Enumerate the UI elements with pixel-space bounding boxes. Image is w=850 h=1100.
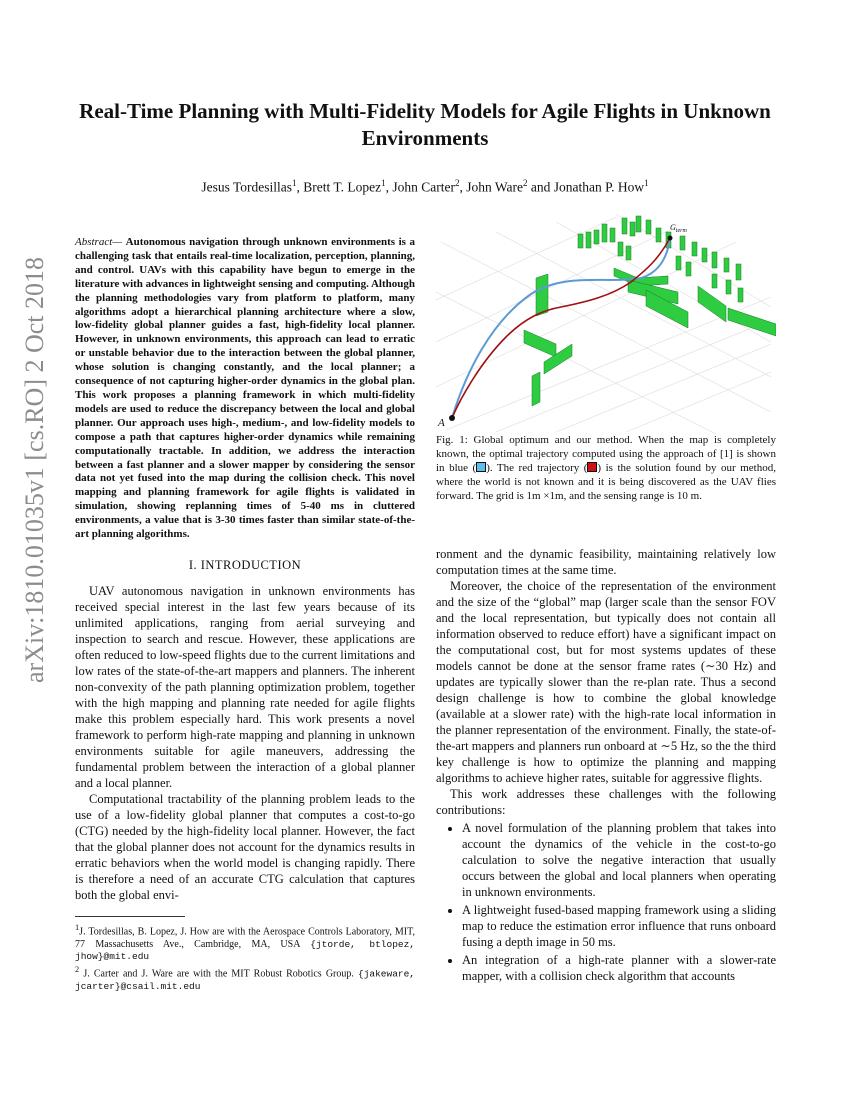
author-name: John Carter xyxy=(392,179,455,195)
footnote-divider xyxy=(75,916,185,917)
footnote-marker: 1 xyxy=(75,922,80,932)
contribution-item: • A novel formulation of the planning problem that takes into account the dynamics of the vehicle in the cost-to-go calculation to solve the negative interaction that usually occurs between the global and local planners when operating in unknown environments. xyxy=(462,820,776,900)
section-heading-introduction xyxy=(75,558,415,573)
start-point-marker xyxy=(449,415,455,421)
footnote-1 xyxy=(75,922,415,964)
author-affiliation: 2 xyxy=(455,178,460,188)
trajectory-figure xyxy=(436,212,776,434)
right-paragraph-2: Moreover, the choice of the representation of the environment and the size of the “global” map (larger scale than the sensor FOV and the local representation, but typically does not contain all information observed to reduce effort) have a significant impact on the computational cost, but for most systems updates of these models cannot be done at the sensor frame rates (∼30 Hz) and updates are typically slower than the re-plan rate. Thus a second design challenge is how to combine the global knowledge (available at a slower rate) with the high-rate local information in the planner representation of the environment. Finally, the state-of-the-art mappers and planners run onboard at ∼5 Hz, so the the third key challenge is how to optimize the planning and mapping algorithms to achieve higher rates, suitable for aggressive flights. xyxy=(436,579,776,785)
author-list xyxy=(60,174,790,197)
footnote-text: J. Tordesillas, B. Lopez, J. How are with the Aerospace Controls Laboratory, MIT, 77 Massachusetts Ave., Cambridge, MA, USA xyxy=(75,926,415,950)
section-title: I. INTRODUCTION xyxy=(188,557,302,572)
red-swatch-icon xyxy=(587,462,597,472)
our-trajectory-line xyxy=(452,238,670,418)
footnote-email: {jakeware, jcarter}@csail.mit.edu xyxy=(75,968,416,992)
author-separator: and xyxy=(527,179,554,195)
abstract-label: Abstract xyxy=(75,236,113,248)
figure-caption xyxy=(436,434,776,504)
goal-label-sub: term xyxy=(675,228,687,234)
goal-label xyxy=(670,223,687,234)
right-paragraph-1: ronment and the dynamic feasibility, maintaining relatively low computation times at the same time. xyxy=(436,547,776,577)
abstract-dash: — xyxy=(112,236,126,248)
contribution-list xyxy=(436,820,776,984)
author-affiliation: 1 xyxy=(381,178,386,188)
author-name: Jonathan P. How xyxy=(553,179,645,195)
right-paragraph-3: This work addresses these challenges with the following contributions: xyxy=(436,787,776,817)
footnote-marker: 2 xyxy=(75,964,80,974)
abstract-text: Autonomous navigation through unknown environments is a challenging task that entails real-time localization, perception, planning, and control. UAVs with this capability have begun to emerge in the literature with advances in lightweight sensing and computing. Although the planning methodologies vary from platform to platform, many algorithms adopt a hierarchical planning architecture where a slow, low-fidelity global planner guides a fast, high-fidelity local planner. However, in unknown environments, this approach can lead to erratic or unstable behavior due to the interaction between the global planner, whose solution is changing constantly, and the local planner; a consequence of not capturing higher-order dynamics in the global plan. This work proposes a planning framework in which multi-fidelity models are used to reduce the discrepancy between the local and global planner. Our approach uses high-, medium-, and low-fidelity models to compose a path that captures higher-order dynamics while remaining computationally tractable. In addition, we address the interaction between a fast planner and a slower mapper by considering the sensor data not yet fused into the map during the collision check. This novel mapping and planning framework for agile flights is validated in simulation, showing replanning times of 5-40 ms in cluttered environments, a value that is 3-30 times faster than similar state-of-the-art planning algorithms. xyxy=(75,236,416,541)
caption-text: ) is the solution found by our method, where the world is not known and it is being discovered as the UAV flies forward. The grid is 1m ×1m, and the sensing range is 10 m. xyxy=(436,461,776,502)
author-separator: , xyxy=(459,179,467,195)
caption-text: ). The red trajectory ( xyxy=(486,461,588,474)
author-affiliation: 2 xyxy=(523,178,528,188)
ground-grid xyxy=(436,214,771,434)
footnote-text: J. Carter and J. Ware are with the MIT Robust Robotics Group. xyxy=(83,968,358,980)
contribution-item: • A lightweight fused-based mapping framework using a sliding map to reduce the estimation error influence that runs onboard fusing a depth image in 50 ms. xyxy=(462,902,776,950)
author-name: Brett T. Lopez xyxy=(303,179,382,195)
author-name: Jesus Tordesillas xyxy=(201,179,293,195)
author-affiliation: 1 xyxy=(292,178,297,188)
figure-1 xyxy=(436,212,776,434)
paper-title: Real-Time Planning with Multi-Fidelity Models for Agile Flights in Unknown Environments xyxy=(79,99,771,150)
start-label: A xyxy=(438,417,445,429)
author-name: John Ware xyxy=(466,179,524,195)
author-separator: , xyxy=(296,179,304,195)
intro-paragraph-2: Computational tractability of the planning problem leads to the use of a low-fidelity global planner that computes a cost-to-go (CTG) needed by the high-fidelity local planner. However, the fact that the global planner does not account for the dynamics results in erratic behaviors when the world model is changing rapidly. There is therefore a need of an accurate CTG calculation that captures both the global envi- xyxy=(75,791,415,902)
author-separator: , xyxy=(385,179,393,195)
footnote-email: {jtorde, btlopez, jhow}@mit.edu xyxy=(75,938,415,963)
arxiv-stamp xyxy=(15,256,55,684)
abstract xyxy=(75,236,415,542)
blue-swatch-icon xyxy=(476,462,486,472)
right-column xyxy=(436,546,776,986)
arxiv-identifier: arXiv:1810.01035v1 [cs.RO] 2 Oct 2018 xyxy=(20,256,49,684)
goal-label-main: G xyxy=(670,223,676,232)
footnote-2 xyxy=(75,964,415,993)
intro-paragraph-1: UAV autonomous navigation in unknown environments has received special interest in the last few years because of its unlimited applications, ranging from aerial surveying and inspection to search and rescue. However, these applications are often reduced to low-speed flights due to the current limitations and low rates of the state-of-the-art mappers and planners. The inherent non-convexity of the path planning optimization problem, together with the high mapping and planning rate needed for agile flights make this problem especially hard. This work presents a novel framework to perform high-rate mapping and planning in unknown environments suitable for agile maneuvers, addressing the fundamental problem between the interaction of a global planner and a local planner. xyxy=(75,583,415,790)
contribution-item: • An integration of a high-rate planner with a slower-rate mapper, with a collision check algorithm that accounts xyxy=(462,952,776,984)
caption-text: Fig. 1: Global optimum and our method. When the map is completely known, the optimal trajectory computed using the approach of [1] is shown in blue ( xyxy=(436,434,776,474)
goal-point-marker xyxy=(668,236,673,241)
left-column xyxy=(75,236,415,993)
optimal-trajectory-line xyxy=(452,238,670,418)
author-affiliation: 1 xyxy=(644,178,649,188)
